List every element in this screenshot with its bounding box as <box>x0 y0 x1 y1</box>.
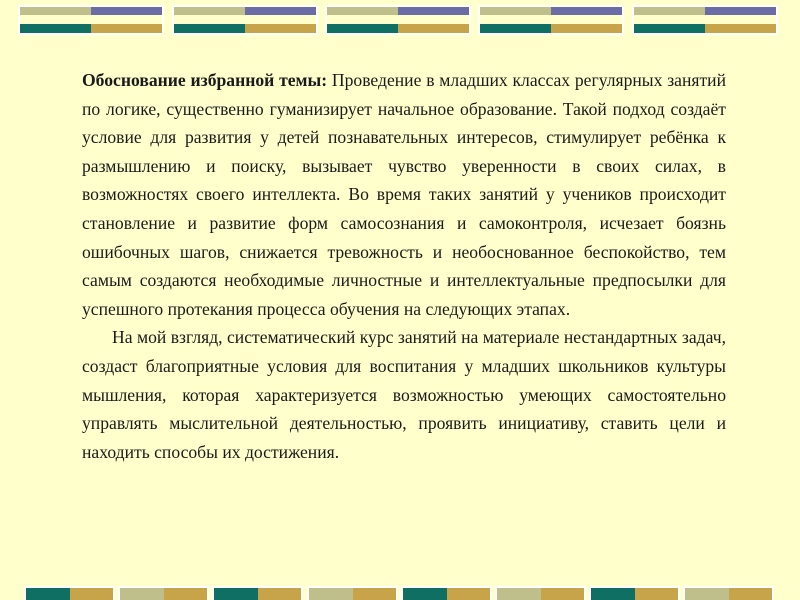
slide-text <box>82 66 726 466</box>
bottom-decor-block-5 <box>403 588 490 600</box>
bottom-decor-block-7 <box>591 588 678 600</box>
bottom-decor-block-3 <box>214 588 301 600</box>
bottom-decor-block-1 <box>26 588 113 600</box>
bottom-decor-block-6 <box>497 588 584 600</box>
bottom-decor-block-4 <box>309 588 396 600</box>
top-decor-block-5 <box>634 7 776 33</box>
bottom-decor-block-2 <box>120 588 207 600</box>
paragraph-2: На мой взгляд, систематический курс занятий на материале нестандартных задач, создаст благоприятные условия для воспитания у младших школьников культуры мышления, которая характеризуется возможностью умеющих самостоятельно управлять мыслительной деятельностью, проявить инициативу, ставить цели и находить способы их достижения. <box>82 327 726 462</box>
top-decor-block-4 <box>480 7 622 33</box>
paragraph-1-heading: Обоснование избранной темы: <box>82 70 328 90</box>
paragraph-1 <box>82 66 726 323</box>
top-decor-block-2 <box>174 7 316 33</box>
paragraph-1-body: Проведение в младших классах регулярных занятий по логике, существенно гуманизирует начальное образование. Такой подход создаёт условие для развития у детей познавательных интересов, стимулирует ребёнка к размышлению и поиску, вызывает чувство уверенности в своих силах, в возможностях своего интеллекта. Во время таких занятий у учеников происходит становление и развитие форм самосознания и самоконтроля, исчезает боязнь ошибочных шагов, снижается тревожность и необоснованное беспокойство, тем самым создаются необходимые личностные и интеллектуальные предпосылки для успешного протекания процесса обучения на следующих этапах. <box>82 70 726 319</box>
bottom-decor-block-8 <box>685 588 772 600</box>
top-decor-block-1 <box>20 7 162 33</box>
top-decor-block-3 <box>327 7 469 33</box>
